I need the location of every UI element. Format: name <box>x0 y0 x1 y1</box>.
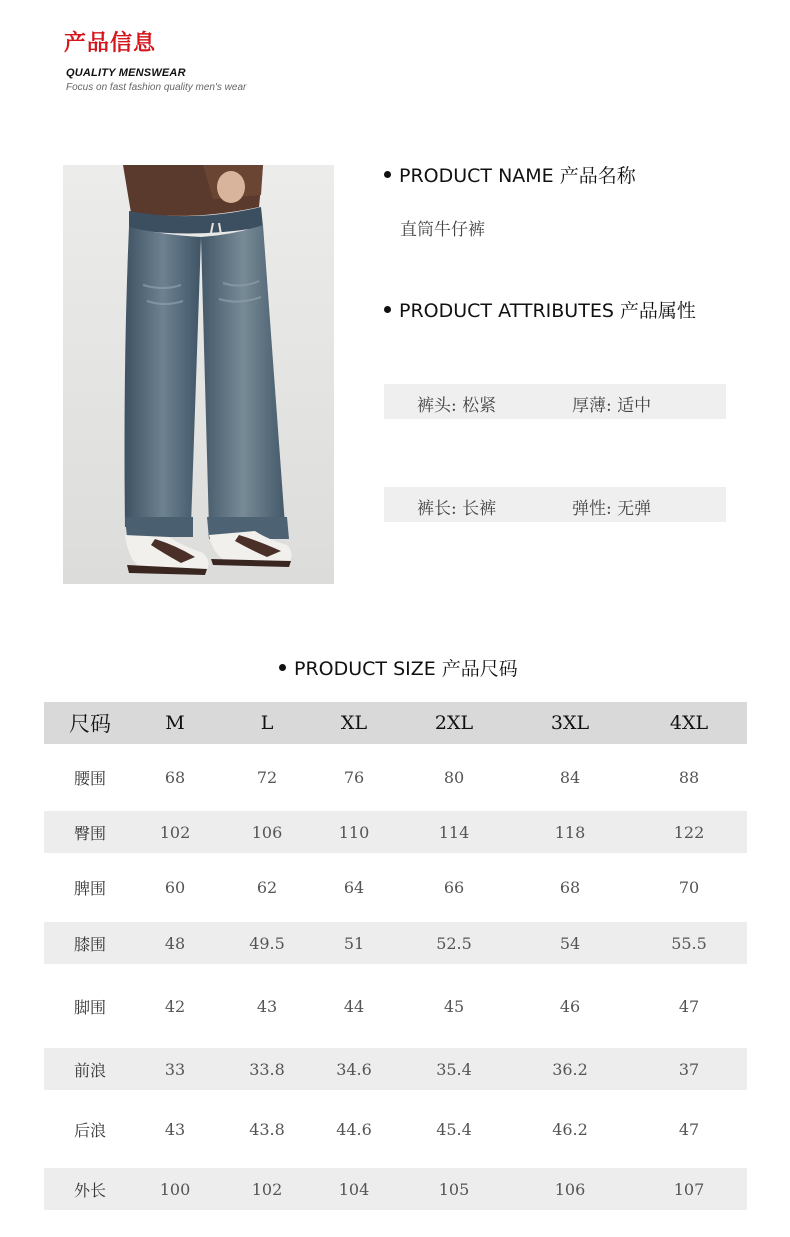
measurement-label: 膝围 <box>73 934 106 954</box>
measurement-value: 48 <box>164 933 186 953</box>
size-table-header <box>44 702 747 744</box>
measurement-value: 43 <box>256 996 278 1016</box>
measurement-value: 34.6 <box>336 1059 372 1079</box>
measurement-value: 45.4 <box>436 1119 472 1139</box>
measurement-value: 122 <box>673 822 705 842</box>
measurement-value: 51 <box>343 933 365 953</box>
measurement-label: 脾围 <box>73 879 106 898</box>
brand-tagline: Focus on fast fashion quality men's wear <box>66 82 247 93</box>
attribute-row <box>384 384 726 419</box>
bullet-icon <box>384 171 391 178</box>
brand-label: QUALITY MENSWEAR <box>66 67 186 79</box>
measurement-value: 42 <box>164 996 186 1016</box>
measurement-value: 84 <box>559 768 581 787</box>
measurement-value: 43 <box>164 1119 186 1139</box>
measurement-value: 80 <box>443 768 465 787</box>
measurement-value: 70 <box>678 878 700 897</box>
attribute-waistband: 裤头: 松紧 <box>417 396 497 416</box>
measurement-value: 33 <box>164 1059 186 1079</box>
measurement-value: 106 <box>554 1179 586 1199</box>
measurement-value: 72 <box>256 768 278 787</box>
measurement-value: 64 <box>343 878 365 897</box>
measurement-value: 107 <box>673 1179 705 1199</box>
attribute-row <box>384 487 726 522</box>
measurement-value: 33.8 <box>249 1059 285 1079</box>
measurement-value: 68 <box>164 768 186 787</box>
measurement-value: 102 <box>159 822 191 842</box>
measurement-value: 46 <box>559 996 581 1016</box>
attribute-thickness: 厚薄: 适中 <box>572 396 652 416</box>
measurement-value: 106 <box>251 822 283 842</box>
measurement-label: 腰围 <box>73 769 106 788</box>
measurement-value: 104 <box>338 1179 370 1199</box>
measurement-value: 49.5 <box>249 933 285 953</box>
table-row <box>44 964 747 1048</box>
measurement-value: 44.6 <box>336 1119 372 1139</box>
table-row <box>44 744 747 811</box>
product-name-value: 直筒牛仔裤 <box>400 220 485 240</box>
table-row <box>44 811 747 853</box>
product-photo <box>63 165 334 584</box>
measurement-value: 47 <box>678 996 700 1016</box>
table-row <box>44 1048 747 1090</box>
measurement-value: 62 <box>256 878 278 897</box>
measurement-value: 68 <box>559 878 581 897</box>
size-column-header: M <box>165 712 185 734</box>
measurement-value: 102 <box>251 1179 283 1199</box>
measurement-value: 114 <box>438 822 470 842</box>
measurement-value: 110 <box>338 822 370 842</box>
size-column-header: 2XL <box>434 712 474 734</box>
attribute-elasticity: 弹性: 无弹 <box>572 499 652 519</box>
product-size-heading: PRODUCT SIZE 产品尺码 <box>279 654 518 681</box>
measurement-value: 37 <box>678 1059 700 1079</box>
measurement-value: 60 <box>164 878 186 897</box>
size-column-header: 3XL <box>550 712 590 734</box>
product-attributes-heading: PRODUCT ATTRIBUTES 产品属性 <box>384 296 696 323</box>
measurement-value: 100 <box>159 1179 191 1199</box>
measurement-value: 55.5 <box>671 933 707 953</box>
size-column-header: 4XL <box>669 712 709 734</box>
table-row <box>44 922 747 964</box>
measurement-value: 66 <box>443 878 465 897</box>
measurement-label: 脚围 <box>73 997 106 1017</box>
measurement-label: 外长 <box>73 1180 106 1200</box>
size-column-header: L <box>260 712 274 734</box>
bullet-icon <box>279 664 286 671</box>
measurement-value: 47 <box>678 1119 700 1139</box>
page-title: 产品信息 <box>64 31 157 56</box>
size-column-header: XL <box>340 712 368 734</box>
bullet-icon <box>384 306 391 313</box>
measurement-value: 118 <box>554 822 586 842</box>
measurement-value: 45 <box>443 996 465 1016</box>
measurement-label: 后浪 <box>73 1120 106 1140</box>
measurement-value: 35.4 <box>436 1059 472 1079</box>
measurement-label: 臀围 <box>73 823 106 843</box>
attribute-length: 裤长: 长裤 <box>417 499 497 519</box>
measurement-value: 43.8 <box>249 1119 285 1139</box>
measurement-value: 76 <box>343 768 365 787</box>
product-name-heading: PRODUCT NAME 产品名称 <box>384 161 636 188</box>
size-table <box>44 702 747 1210</box>
measurement-value: 52.5 <box>436 933 472 953</box>
measurement-value: 44 <box>343 996 365 1016</box>
measurement-value: 105 <box>438 1179 470 1199</box>
table-row <box>44 1090 747 1168</box>
size-column-header: 尺码 <box>69 712 111 736</box>
measurement-value: 46.2 <box>552 1119 588 1139</box>
measurement-value: 54 <box>559 933 581 953</box>
measurement-value: 88 <box>678 768 700 787</box>
measurement-label: 前浪 <box>73 1060 106 1080</box>
table-row <box>44 1168 747 1210</box>
table-row <box>44 853 747 922</box>
measurement-value: 36.2 <box>552 1059 588 1079</box>
